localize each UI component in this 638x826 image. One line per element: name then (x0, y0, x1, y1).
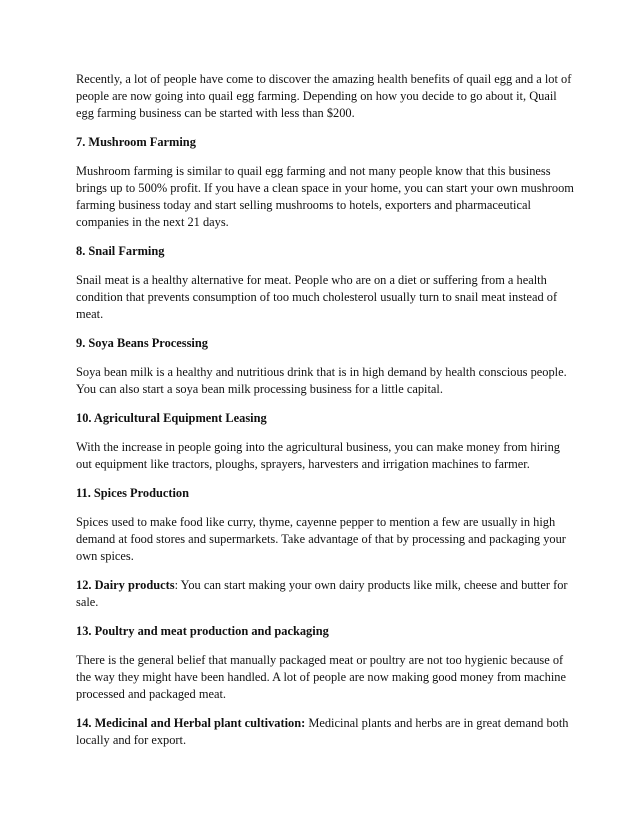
section-heading-mushroom-farming: 7. Mushroom Farming (76, 135, 196, 149)
section-heading-medicinal-herbal: 14. Medicinal and Herbal plant cultivation: (76, 716, 306, 730)
section-body-soya-beans-processing: Soya bean milk is a healthy and nutritious drink that is in high demand by health conscious people. You can also start a soya bean milk processing business for a little capital. (76, 365, 567, 396)
section-body-dairy-products: : You can start making your own dairy products like milk, cheese and butter for sale. (76, 578, 568, 609)
section-dairy-products (76, 577, 576, 611)
section-body-medicinal-herbal: Medicinal plants and herbs are in great demand both locally and for export. (76, 716, 569, 747)
section-body-snail-farming: Snail meat is a healthy alternative for meat. People who are on a diet or suffering from a health condition that prevents consumption of too much cholesterol usually turn to snail meat instead of meat. (76, 273, 558, 321)
section-heading-spices-production: 11. Spices Production (76, 486, 190, 500)
section-body-agricultural-equipment-leasing: With the increase in people going into the agricultural business, you can make money from hiring out equipment like tractors, ploughs, sprayers, harvesters and irrigation machines to farmer. (76, 440, 560, 471)
intro-paragraph: Recently, a lot of people have come to discover the amazing health benefits of quail egg and a lot of people are now going into quail egg farming. Depending on how you decide to go about it, Quail egg farming business can be started with less than $200. (76, 72, 572, 120)
section-body-mushroom-farming: Mushroom farming is similar to quail egg farming and not many people know that this business brings up to 500% profit. If you have a clean space in your home, you can start your own mushroom farming business today and start selling mushrooms to hotels, exporters and pharmaceutical companies in the next 21 days. (76, 164, 574, 229)
document-page (76, 71, 576, 761)
section-body-spices-production: Spices used to make food like curry, thyme, cayenne pepper to mention a few are usually in high demand at food stores and supermarkets. Take advantage of that by processing and packaging your own spices. (76, 515, 566, 563)
section-medicinal-herbal (76, 715, 576, 749)
section-heading-poultry-meat-packaging: 13. Poultry and meat production and packaging (76, 624, 329, 638)
section-heading-dairy-products: 12. Dairy products (76, 578, 175, 592)
section-body-poultry-meat-packaging: There is the general belief that manually packaged meat or poultry are not too hygienic because of the way they might have been handled. A lot of people are now making good money from machine processed and packaged meat. (76, 653, 566, 701)
section-heading-snail-farming: 8. Snail Farming (76, 244, 165, 258)
section-heading-soya-beans-processing: 9. Soya Beans Processing (76, 336, 208, 350)
section-heading-agricultural-equipment-leasing: 10. Agricultural Equipment Leasing (76, 411, 267, 425)
